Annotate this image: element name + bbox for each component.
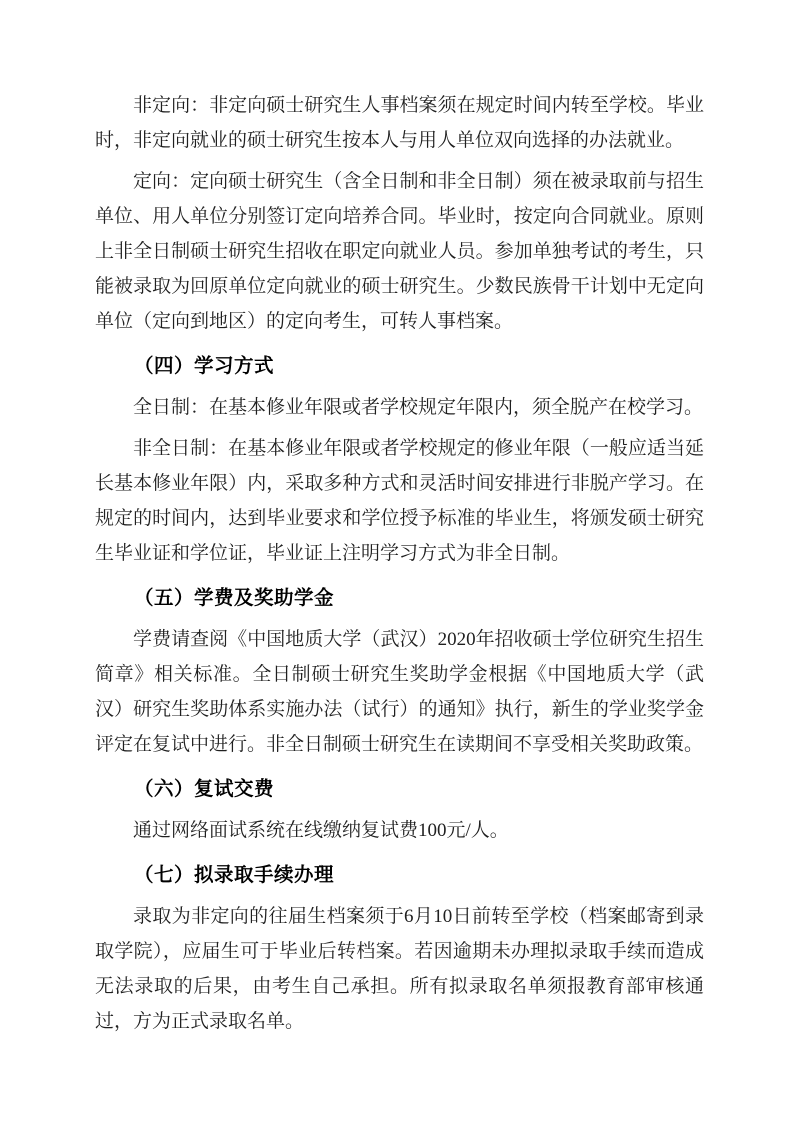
section-heading: （四）学习方式 — [134, 355, 275, 377]
paragraph: 非全日制：在基本修业年限或者学校规定的修业年限（一般应适当延长基本修业年限）内，采取多种方式和灵活时间安排进行非脱产学习。在规定的时间内，达到毕业要求和学位授予标准的毕业生，将颁发硕士研究生毕业证和学位证，毕业证上注明学习方式为非全日制。 — [95, 438, 704, 564]
section-heading: （七）拟录取手续办理 — [134, 864, 335, 886]
paragraph: 录取为非定向的往届生档案须于6月10日前转至学校（档案邮寄到录取学院），应届生可于毕业后转档案。若因逾期未办理拟录取手续而造成无法录取的后果，由考生自己承担。所有拟录取名单须报教育部审核通过，方为正式录取名单。 — [95, 906, 704, 1032]
paragraph: 学费请查阅《中国地质大学（武汉）2020年招收硕士学位研究生招生简章》相关标准。全日制硕士研究生奖助学金根据《中国地质大学（武汉）研究生奖助体系实施办法（试行）的通知》执行，新生的学业奖学金评定在复试中进行。非全日制硕士研究生在读期间不享受相关奖助政策。 — [95, 629, 704, 755]
section-heading: （六）复试交费 — [134, 778, 275, 800]
paragraph: 通过网络面试系统在线缴纳复试费100元/人。 — [133, 820, 509, 841]
section-heading: （五）学费及奖助学金 — [134, 587, 335, 609]
paragraph: 全日制：在基本修业年限或者学校规定年限内，须全脱产在校学习。 — [133, 397, 704, 418]
paragraph: 定向：定向硕士研究生（含全日制和非全日制）须在被录取前与招生单位、用人单位分别签订定向培养合同。毕业时，按定向合同就业。原则上非全日制硕士研究生招收在职定向就业人员。参加单独考试的考生，只能被录取为回原单位定向就业的硕士研究生。少数民族骨干计划中无定向单位（定向到地区）的定向考生，可转人事档案。 — [95, 171, 704, 332]
paragraph: 非定向：非定向硕士研究生人事档案须在规定时间内转至学校。毕业时，非定向就业的硕士研究生按本人与用人单位双向选择的办法就业。 — [95, 95, 704, 151]
